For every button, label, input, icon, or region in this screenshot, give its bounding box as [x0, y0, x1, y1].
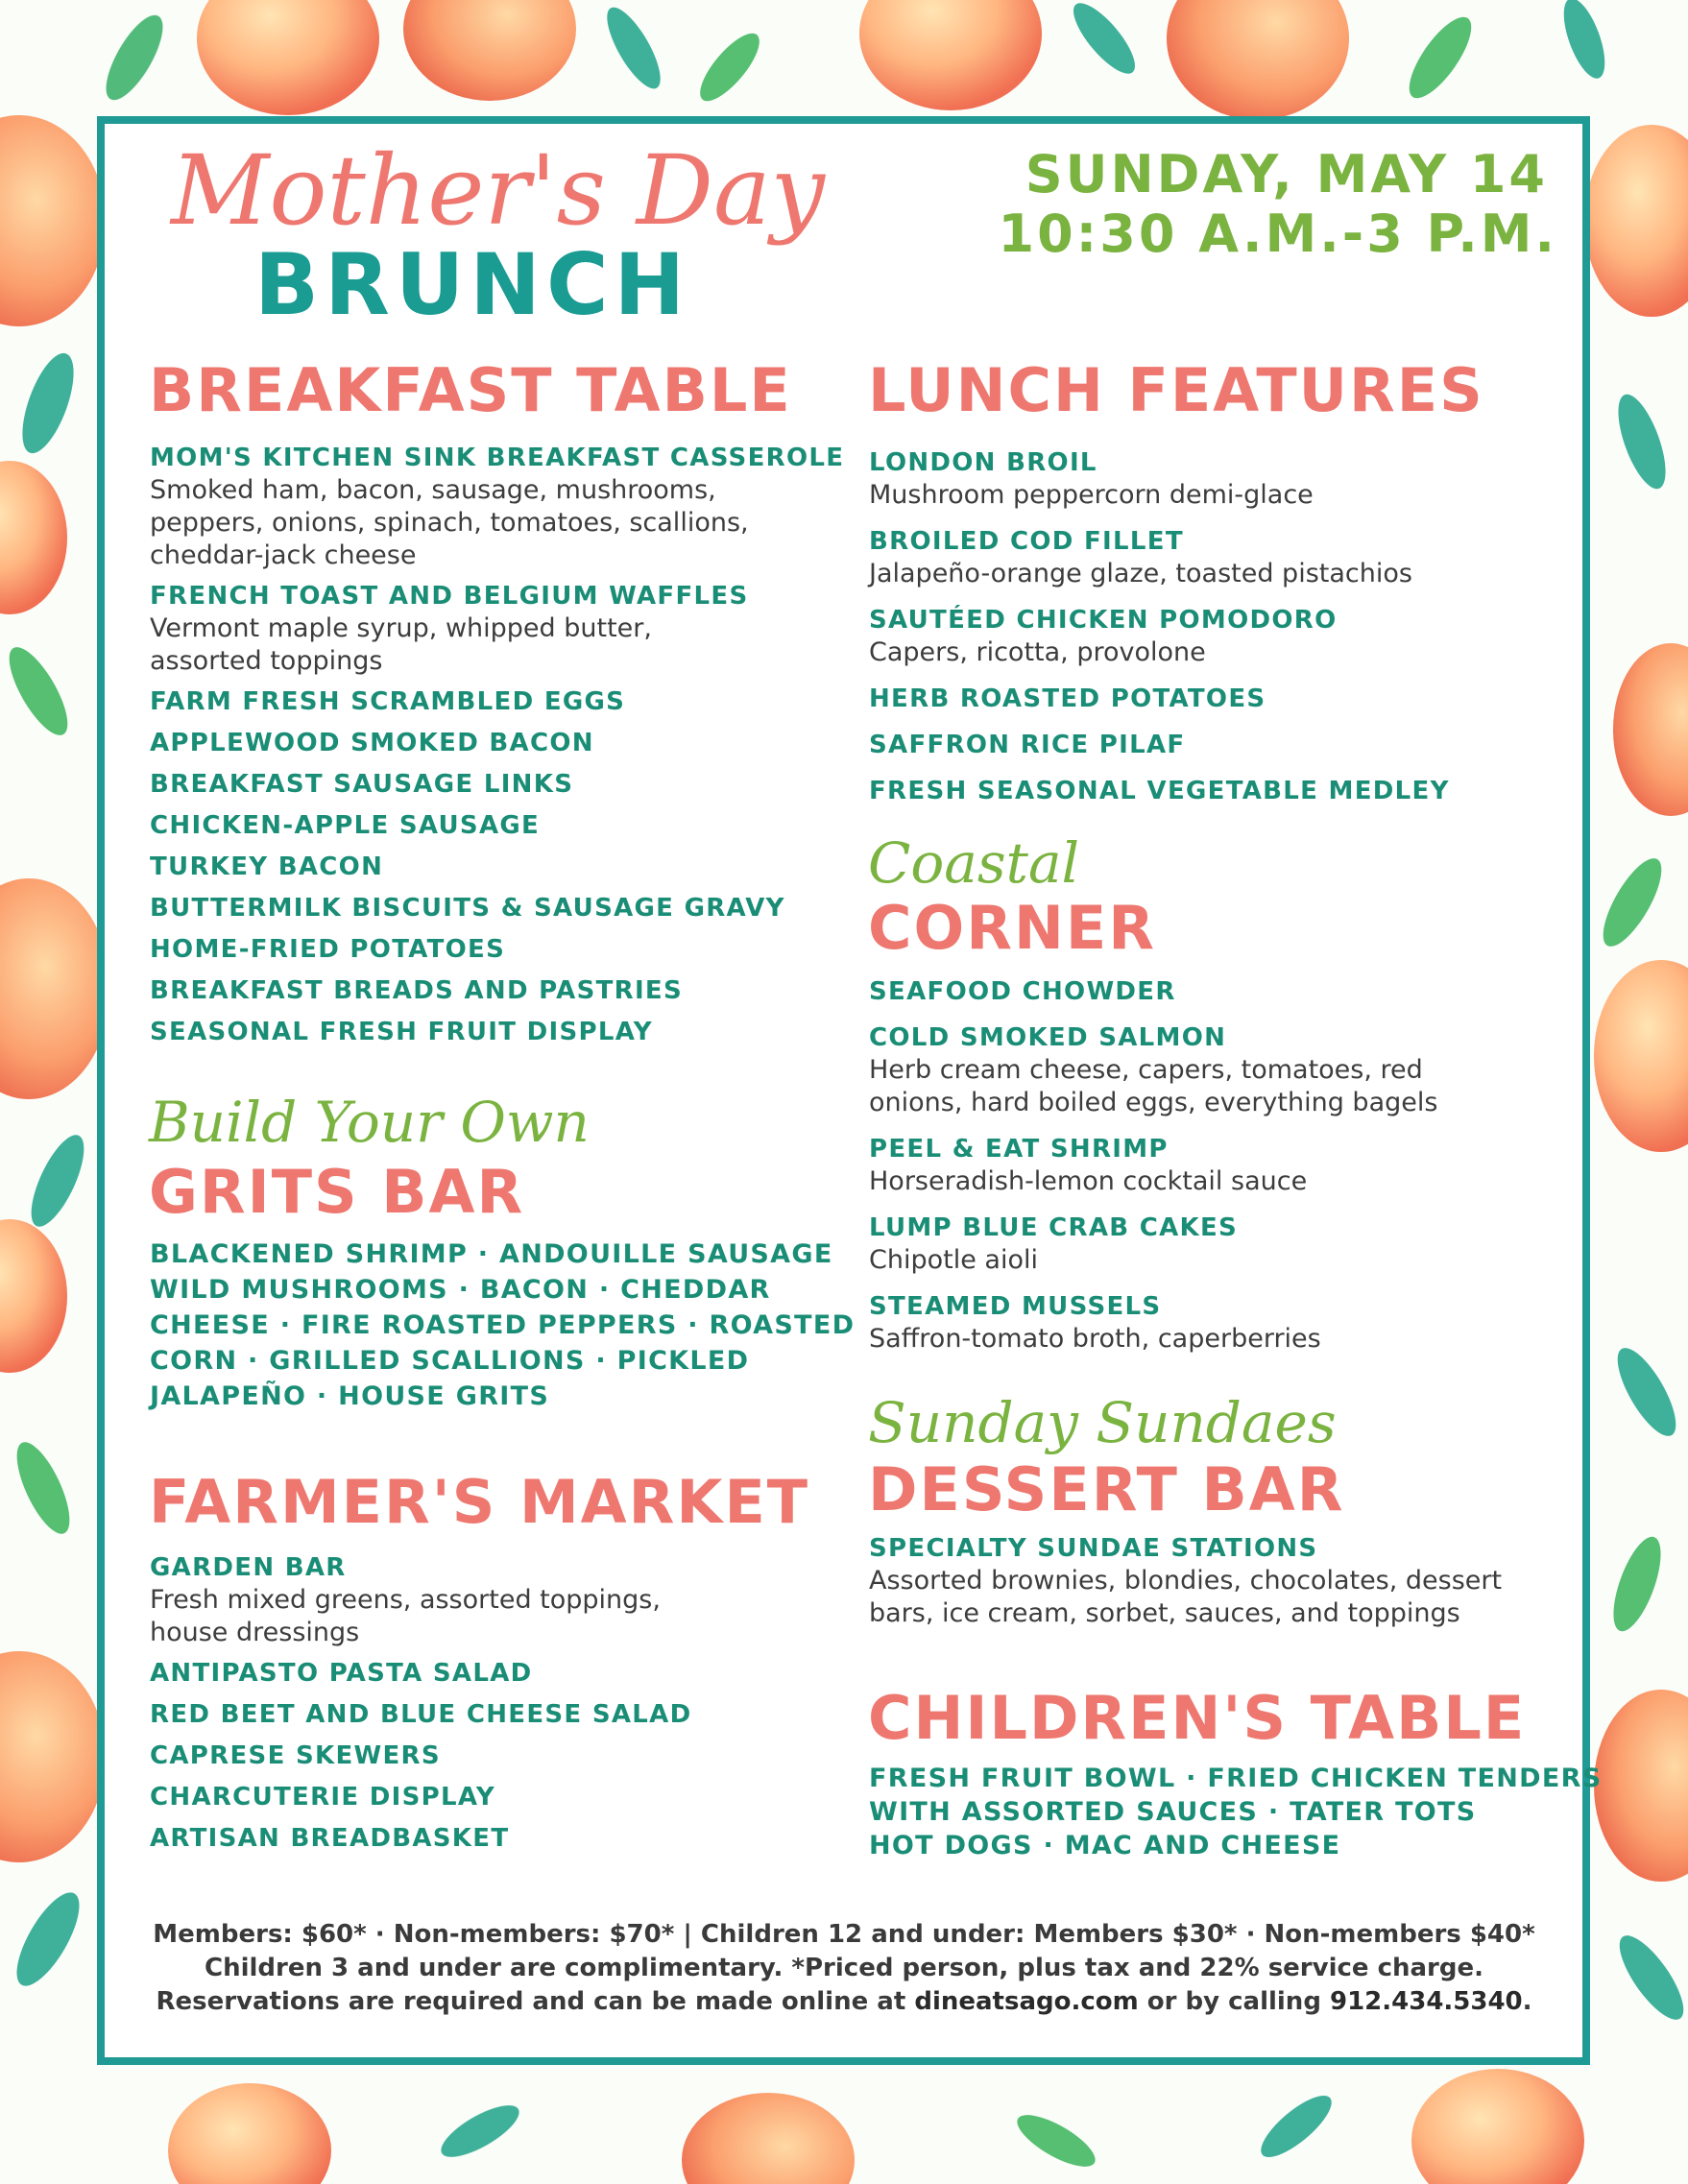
childrens-line: HOT DOGS · MAC AND CHEESE	[869, 1831, 1341, 1860]
item-description: Capers, ricotta, provolone	[869, 637, 1206, 667]
pricing-line: Members: $60* · Non-members: $70* | Children 12 and under: Members $30* · Non-members $40*	[153, 1920, 1535, 1949]
breakfast-items	[150, 442, 844, 1048]
item-name: LONDON BROIL	[869, 448, 1097, 477]
menu-item	[869, 1133, 1437, 1198]
grits-toppings	[150, 1236, 855, 1414]
item-description: Assorted brownies, blondies, chocolates, dessert	[869, 1566, 1503, 1596]
item-description: peppers, onions, spinach, tomatoes, scallions,	[150, 508, 749, 538]
item-description: cheddar-jack cheese	[150, 540, 417, 570]
childrens-items	[869, 1762, 1602, 1862]
item-description: Saffron-tomato broth, caperberries	[869, 1324, 1321, 1354]
grits-line: WILD MUSHROOMS · BACON · CHEDDAR	[150, 1275, 771, 1305]
website-link[interactable]: dineatsago.com	[914, 1987, 1139, 2016]
item-name: HERB ROASTED POTATOES	[869, 684, 1266, 713]
lunch-items	[869, 446, 1450, 807]
item-description: Mushroom peppercorn demi-glace	[869, 480, 1314, 510]
menu-item	[869, 446, 1450, 512]
item-name: FARM FRESH SCRAMBLED EGGS	[150, 687, 626, 716]
childrens-table-heading: CHILDREN'S TABLE	[868, 1683, 1527, 1753]
item-name: COLD SMOKED SALMON	[869, 1023, 1227, 1052]
item-name: STEAMED MUSSELS	[869, 1292, 1162, 1321]
farmers-market-heading: FARMER'S MARKET	[149, 1467, 810, 1537]
menu-item	[150, 580, 844, 678]
grits-line: BLACKENED SHRIMP · ANDOUILLE SAUSAGE	[150, 1239, 833, 1269]
reservation-note	[0, 1985, 1688, 2019]
dessert-bar-heading: DESSERT BAR	[868, 1454, 1345, 1524]
item-name: MOM'S KITCHEN SINK BREAKFAST CASSEROLE	[150, 444, 845, 472]
menu-item	[869, 1290, 1437, 1356]
grits-line: CHEESE · FIRE ROASTED PEPPERS · ROASTED	[150, 1310, 856, 1340]
event-date: SUNDAY, MAY 14	[1025, 144, 1548, 204]
item-name: SAUTÉED CHICKEN POMODORO	[869, 606, 1338, 635]
item-name: TURKEY BACON	[150, 852, 384, 881]
farmers-items	[150, 1551, 691, 1855]
item-name: PEEL & EAT SHRIMP	[869, 1135, 1169, 1164]
brunch-title: BRUNCH	[254, 235, 691, 334]
item-description: Jalapeño-orange glaze, toasted pistachios	[869, 559, 1412, 588]
reservation-text: Reservations are required and can be made online at	[156, 1987, 915, 2016]
item-description: Vermont maple syrup, whipped butter,	[150, 613, 652, 643]
dessert-items	[869, 1532, 1502, 1630]
item-description: Horseradish-lemon cocktail sauce	[869, 1166, 1308, 1196]
item-name: FRENCH TOAST AND BELGIUM WAFFLES	[150, 582, 749, 611]
build-your-own-script: Build Your Own	[149, 1090, 590, 1155]
event-time: 10:30 A.M.-3 P.M.	[998, 204, 1557, 264]
grits-bar-heading: GRITS BAR	[149, 1157, 525, 1227]
item-description: house dressings	[150, 1618, 360, 1647]
childrens-line: WITH ASSORTED SAUCES · TATER TOTS	[869, 1797, 1477, 1827]
item-name: SEAFOOD CHOWDER	[869, 977, 1176, 1006]
reservation-text: or by calling	[1138, 1987, 1330, 2016]
item-name: BUTTERMILK BISCUITS & SAUSAGE GRAVY	[150, 894, 785, 923]
menu-item	[869, 1212, 1437, 1277]
menu-item	[869, 525, 1450, 590]
item-name: CHARCUTERIE DISPLAY	[150, 1783, 495, 1812]
menu-item	[869, 604, 1450, 669]
item-description: Fresh mixed greens, assorted toppings,	[150, 1585, 661, 1615]
coastal-script: Coastal	[868, 830, 1080, 896]
item-name: HOME-FRIED POTATOES	[150, 935, 506, 964]
item-name: SEASONAL FRESH FRUIT DISPLAY	[150, 1018, 653, 1046]
item-name: CAPRESE SKEWERS	[150, 1741, 441, 1770]
mothers-day-script-title: Mother's Day	[171, 134, 826, 247]
reservation-text: .	[1522, 1987, 1532, 2016]
menu-item	[150, 1551, 691, 1649]
breakfast-table-heading: BREAKFAST TABLE	[149, 355, 792, 425]
item-name: APPLEWOOD SMOKED BACON	[150, 729, 594, 757]
item-name: LUMP BLUE CRAB CAKES	[869, 1213, 1239, 1242]
item-name: RED BEET AND BLUE CHEESE SALAD	[150, 1700, 692, 1729]
children-pricing-note: Children 3 and under are complimentary. *Priced person, plus tax and 22% service charge.	[204, 1954, 1484, 1982]
item-description: Smoked ham, bacon, sausage, mushrooms,	[150, 475, 716, 505]
item-description: onions, hard boiled eggs, everything bagels	[869, 1088, 1438, 1117]
coastal-items	[869, 975, 1437, 1356]
item-name: ARTISAN BREADBASKET	[150, 1824, 510, 1853]
menu-item	[869, 1021, 1437, 1119]
grits-line: CORN · GRILLED SCALLIONS · PICKLED	[150, 1346, 750, 1376]
item-description: Herb cream cheese, capers, tomatoes, red	[869, 1055, 1423, 1085]
item-name: GARDEN BAR	[150, 1553, 347, 1582]
item-name: FRESH SEASONAL VEGETABLE MEDLEY	[869, 777, 1450, 805]
item-name: SAFFRON RICE PILAF	[869, 731, 1186, 759]
item-name: ANTIPASTO PASTA SALAD	[150, 1659, 533, 1688]
item-name: BREAKFAST SAUSAGE LINKS	[150, 770, 574, 799]
item-name: BREAKFAST BREADS AND PASTRIES	[150, 976, 684, 1005]
item-description: assorted toppings	[150, 646, 383, 676]
menu-item	[869, 1532, 1502, 1630]
menu-item	[150, 442, 844, 572]
item-description: Chipotle aioli	[869, 1245, 1038, 1275]
lunch-features-heading: LUNCH FEATURES	[868, 355, 1484, 425]
item-name: CHICKEN-APPLE SAUSAGE	[150, 811, 541, 840]
item-description: bars, ice cream, sorbet, sauces, and toppings	[869, 1598, 1460, 1628]
sunday-sundaes-script: Sunday Sundaes	[868, 1390, 1337, 1455]
phone-number[interactable]: 912.434.5340	[1329, 1987, 1523, 2016]
item-name: BROILED COD FILLET	[869, 527, 1184, 556]
childrens-line: FRESH FRUIT BOWL · FRIED CHICKEN TENDERS	[869, 1764, 1603, 1793]
item-name: SPECIALTY SUNDAE STATIONS	[869, 1534, 1318, 1563]
corner-heading: CORNER	[868, 893, 1156, 963]
grits-line: JALAPEÑO · HOUSE GRITS	[150, 1381, 550, 1411]
